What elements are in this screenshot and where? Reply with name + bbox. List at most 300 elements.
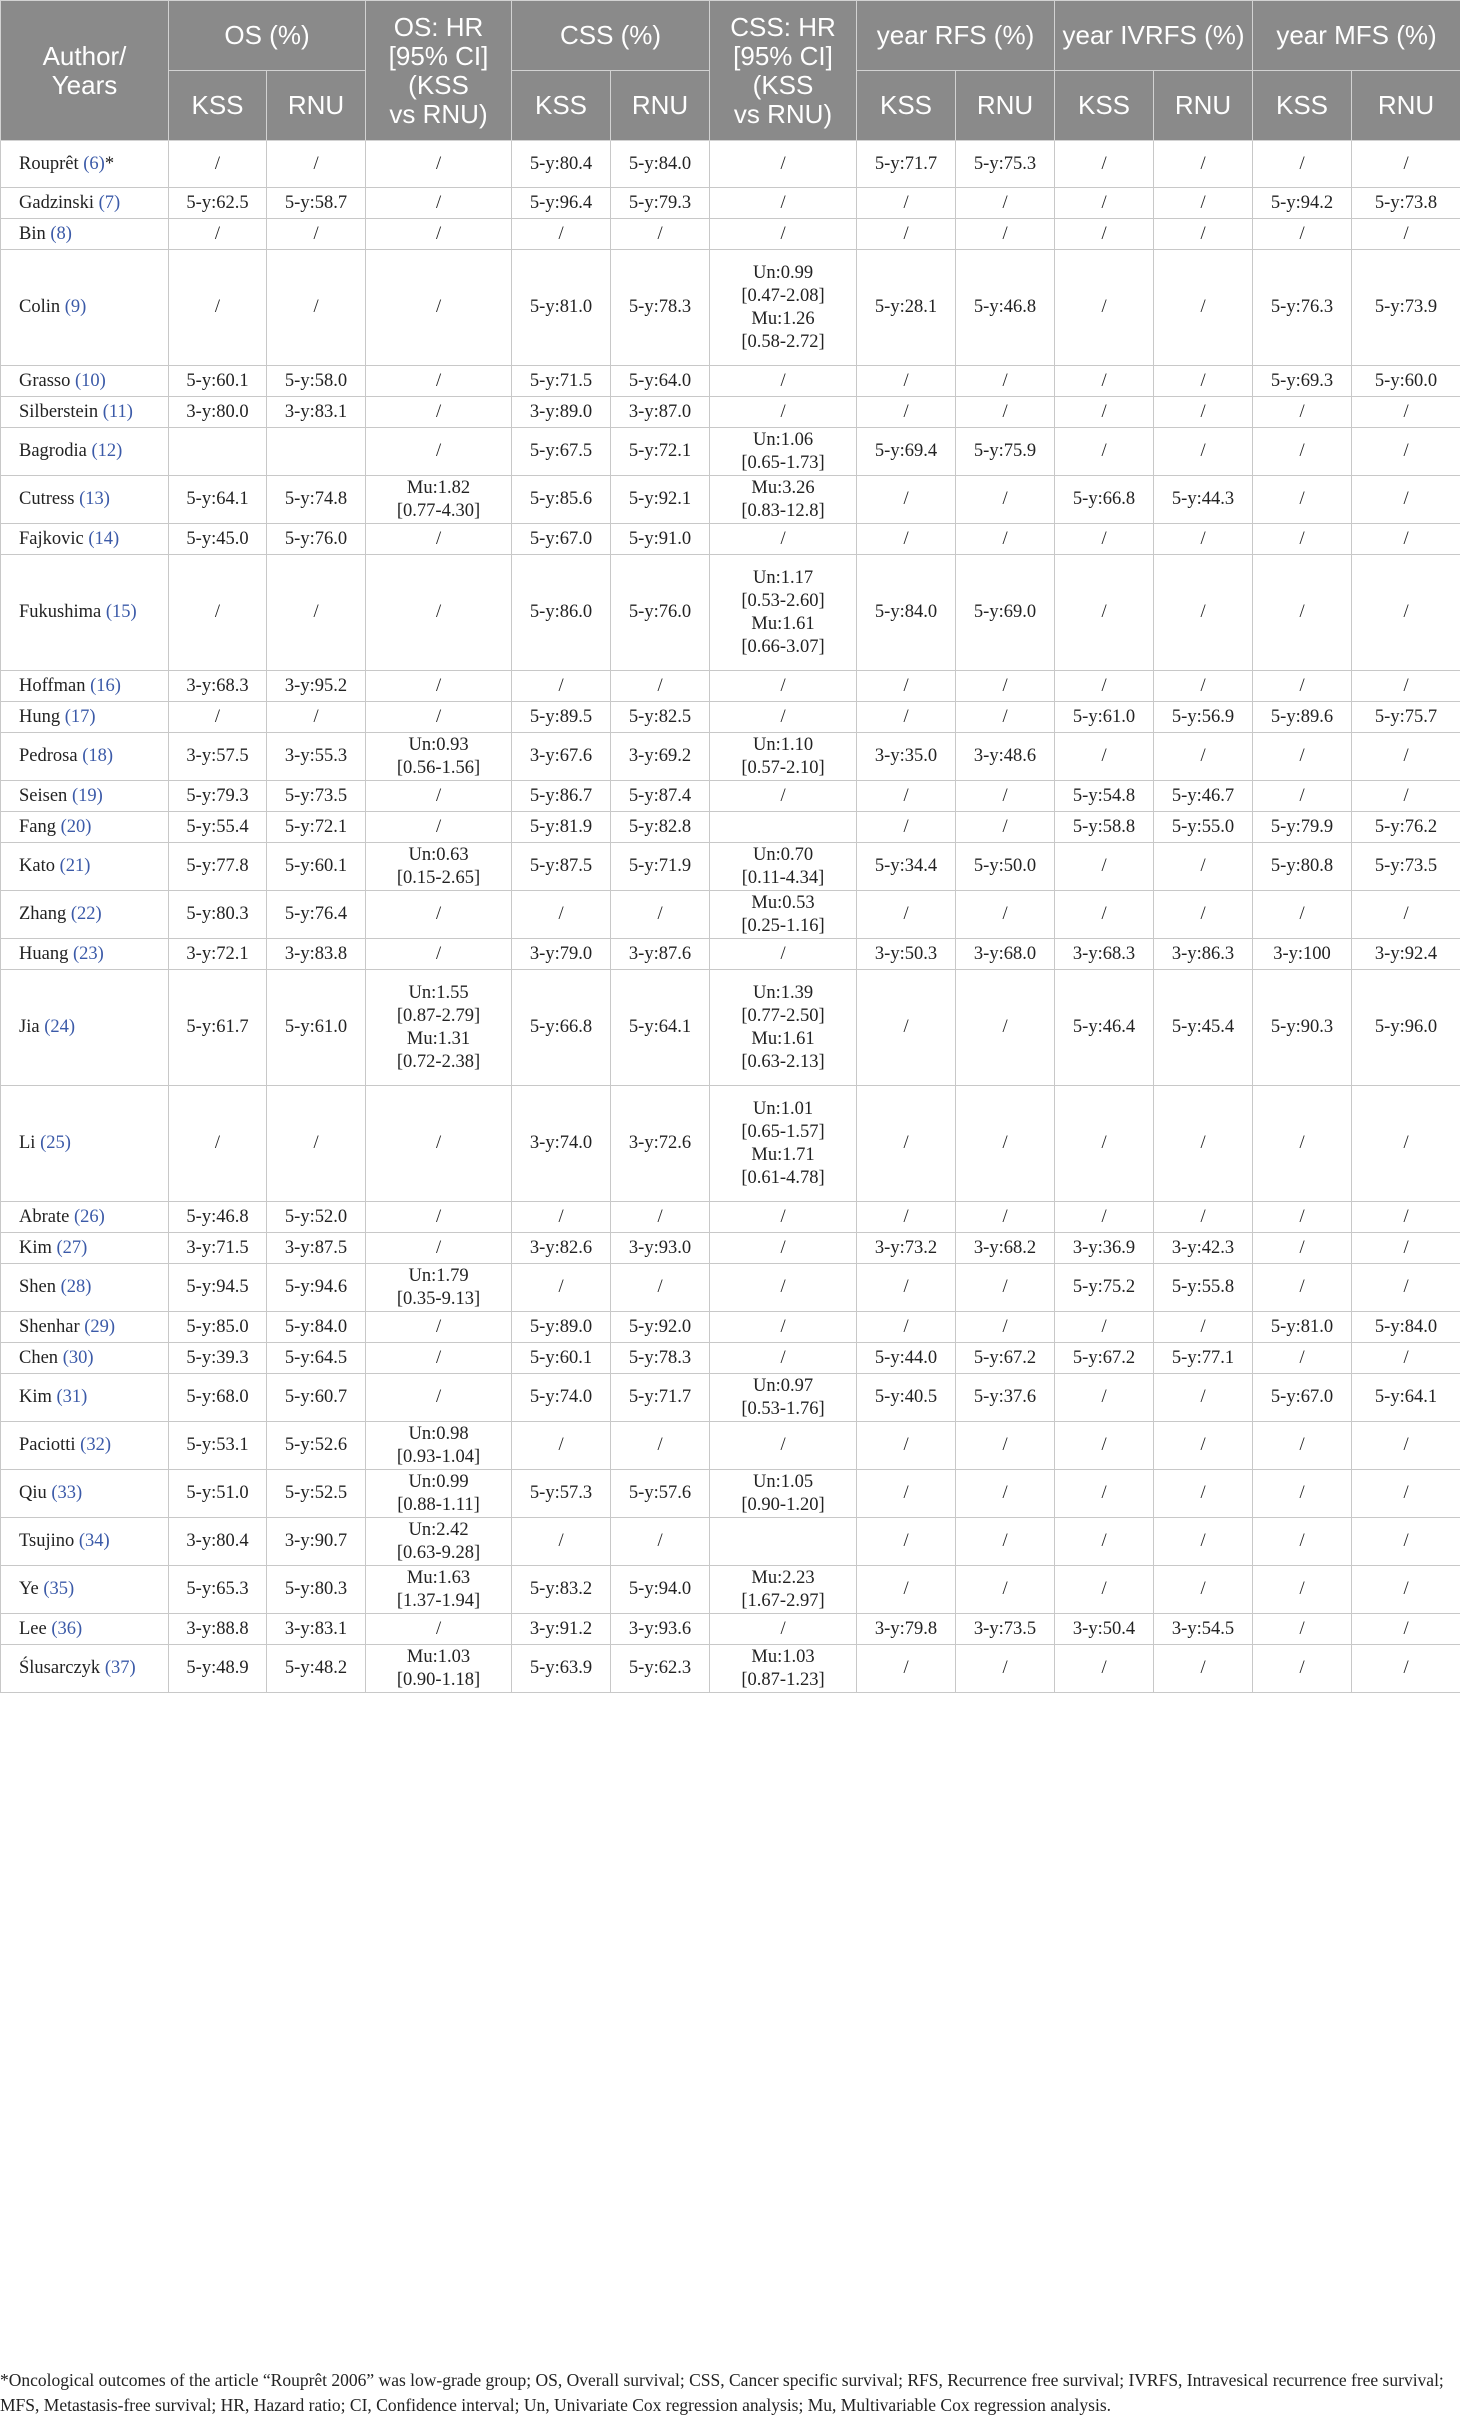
table-row: [1, 250, 1460, 366]
ivrfs-rnu-cell: 5-y:55.8: [1154, 1264, 1253, 1312]
css-kss-cell: 5-y:67.0: [512, 524, 611, 555]
ivrfs-kss-cell: /: [1055, 1566, 1154, 1614]
css-hr-cell: Un:1.06 [0.65-1.73]: [710, 428, 857, 476]
author-name: Ślusarczyk: [19, 1658, 101, 1678]
css-rnu-cell: 5-y:87.4: [611, 781, 710, 812]
ivrfs-rnu-cell: /: [1154, 397, 1253, 428]
rfs-kss-cell: 5-y:84.0: [857, 555, 956, 671]
css-rnu-cell: 5-y:71.9: [611, 843, 710, 891]
reference-link[interactable]: (13): [79, 489, 110, 509]
os-hr-cell: /: [366, 781, 512, 812]
reference-link[interactable]: (32): [80, 1435, 111, 1455]
css-hr-cell: Mu:2.23 [1.67-2.97]: [710, 1566, 857, 1614]
mfs-rnu-cell: 5-y:96.0: [1352, 970, 1460, 1086]
os-kss-cell: 5-y:61.7: [169, 970, 267, 1086]
mfs-kss-cell: 5-y:94.2: [1253, 188, 1352, 219]
mfs-kss-cell: /: [1253, 397, 1352, 428]
author-name: Shen: [19, 1277, 56, 1297]
ivrfs-rnu-header: RNU: [1154, 71, 1253, 141]
author-name: Hoffman: [19, 675, 86, 696]
rfs-rnu-cell: /: [956, 366, 1055, 397]
mfs-rnu-cell: 5-y:75.7: [1352, 702, 1460, 733]
reference-link[interactable]: (10): [75, 370, 106, 391]
rfs-kss-cell: /: [857, 891, 956, 939]
author-name: Rouprêt: [19, 153, 79, 174]
rfs-rnu-cell: 5-y:46.8: [956, 250, 1055, 366]
rfs-kss-cell: 3-y:73.2: [857, 1233, 956, 1264]
css-kss-cell: 5-y:81.0: [512, 250, 611, 366]
os-rnu-cell: 5-y:61.0: [267, 970, 366, 1086]
reference-link[interactable]: (14): [88, 528, 120, 549]
css-hr-cell: /: [710, 1264, 857, 1312]
author-cell: [1, 733, 169, 781]
css-kss-cell: 5-y:96.4: [512, 188, 611, 219]
mfs-kss-cell: /: [1253, 671, 1352, 702]
os-kss-cell: /: [169, 702, 267, 733]
author-cell: [1, 1470, 169, 1518]
ivrfs-kss-cell: 3-y:36.9: [1055, 1233, 1154, 1264]
reference-link[interactable]: (12): [91, 441, 123, 461]
os-hr-cell: /: [366, 939, 512, 970]
css-kss-cell: /: [512, 1264, 611, 1312]
mfs-rnu-cell: /: [1352, 428, 1460, 476]
rfs-rnu-cell: /: [956, 1566, 1055, 1614]
reference-link[interactable]: (19): [71, 785, 103, 806]
reference-link[interactable]: (16): [90, 675, 121, 696]
reference-link[interactable]: (27): [56, 1237, 88, 1258]
mfs-kss-cell: 5-y:79.9: [1253, 812, 1352, 843]
os-hr-cell: /: [366, 250, 512, 366]
rfs-rnu-cell: /: [956, 702, 1055, 733]
table-row: [1, 939, 1460, 970]
css-rnu-cell: 5-y:92.1: [611, 476, 710, 524]
reference-link[interactable]: (37): [104, 1658, 136, 1678]
css-hr-cell: /: [710, 1312, 857, 1343]
css-hr-cell: Mu:3.26 [0.83-12.8]: [710, 476, 857, 524]
reference-link[interactable]: (30): [62, 1347, 94, 1368]
reference-link[interactable]: (31): [56, 1387, 88, 1407]
rfs-rnu-cell: 5-y:75.3: [956, 141, 1055, 188]
os-hr-cell: /: [366, 366, 512, 397]
ivrfs-rnu-cell: /: [1154, 366, 1253, 397]
css-rnu-cell: 5-y:76.0: [611, 555, 710, 671]
rfs-rnu-cell: 3-y:68.0: [956, 939, 1055, 970]
mfs-kss-cell: 5-y:89.6: [1253, 702, 1352, 733]
css-kss-cell: 5-y:74.0: [512, 1374, 611, 1422]
author-cell: [1, 1312, 169, 1343]
ivrfs-kss-cell: /: [1055, 188, 1154, 219]
reference-link[interactable]: (35): [43, 1579, 75, 1599]
author-name: Fajkovic: [19, 528, 84, 549]
rfs-kss-cell: /: [857, 1470, 956, 1518]
os-rnu-cell: 3-y:90.7: [267, 1518, 366, 1566]
mfs-kss-cell: /: [1253, 1518, 1352, 1566]
author-name: Bagrodia: [19, 441, 87, 461]
mfs-rnu-cell: /: [1352, 476, 1460, 524]
css-hr-cell: /: [710, 1233, 857, 1264]
css-rnu-cell: /: [611, 1264, 710, 1312]
table-row: [1, 555, 1460, 671]
reference-link[interactable]: (11): [102, 401, 133, 422]
os-hr-cell: Mu:1.63 [1.37-1.94]: [366, 1566, 512, 1614]
mfs-header: year MFS (%): [1253, 1, 1460, 71]
ivrfs-rnu-cell: /: [1154, 671, 1253, 702]
os-hr-cell: /: [366, 524, 512, 555]
reference-link[interactable]: (20): [60, 816, 92, 837]
css-rnu-cell: 3-y:72.6: [611, 1086, 710, 1202]
footnote-marker: *: [104, 153, 115, 174]
css-rnu-cell: 5-y:94.0: [611, 1566, 710, 1614]
os-kss-header: KSS: [169, 71, 267, 141]
css-rnu-cell: 5-y:64.0: [611, 366, 710, 397]
ivrfs-kss-cell: /: [1055, 1202, 1154, 1233]
reference-link[interactable]: (22): [70, 904, 102, 924]
mfs-rnu-cell: /: [1352, 1518, 1460, 1566]
mfs-kss-cell: 5-y:69.3: [1253, 366, 1352, 397]
css-hr-cell: Un:1.17 [0.53-2.60] Mu:1.61 [0.66-3.07]: [710, 555, 857, 671]
ivrfs-kss-cell: /: [1055, 1422, 1154, 1470]
rfs-kss-cell: 5-y:71.7: [857, 141, 956, 188]
ivrfs-kss-cell: 5-y:58.8: [1055, 812, 1154, 843]
os-hr-cell: Un:2.42 [0.63-9.28]: [366, 1518, 512, 1566]
ivrfs-rnu-cell: /: [1154, 1470, 1253, 1518]
os-kss-cell: 3-y:72.1: [169, 939, 267, 970]
reference-link[interactable]: (17): [64, 706, 96, 727]
header-row-top: [1, 1, 1460, 71]
author-name: Tsujino: [19, 1531, 75, 1551]
mfs-rnu-cell: /: [1352, 733, 1460, 781]
author-name: Grasso: [19, 370, 71, 391]
css-rnu-cell: 3-y:87.0: [611, 397, 710, 428]
mfs-kss-cell: /: [1253, 1645, 1352, 1693]
mfs-kss-cell: /: [1253, 1202, 1352, 1233]
author-cell: [1, 1233, 169, 1264]
rfs-kss-cell: /: [857, 1086, 956, 1202]
ivrfs-kss-cell: /: [1055, 1086, 1154, 1202]
css-kss-cell: 5-y:71.5: [512, 366, 611, 397]
table-row: [1, 1422, 1460, 1470]
os-hr-cell: /: [366, 141, 512, 188]
ivrfs-rnu-cell: /: [1154, 219, 1253, 250]
ivrfs-kss-cell: /: [1055, 219, 1154, 250]
css-kss-cell: 5-y:63.9: [512, 1645, 611, 1693]
rfs-rnu-cell: /: [956, 219, 1055, 250]
table-row: [1, 1312, 1460, 1343]
table-row: [1, 1233, 1460, 1264]
rfs-kss-cell: /: [857, 671, 956, 702]
reference-link[interactable]: (9): [64, 297, 87, 317]
css-rnu-cell: /: [611, 891, 710, 939]
ivrfs-rnu-cell: /: [1154, 843, 1253, 891]
ivrfs-kss-cell: /: [1055, 843, 1154, 891]
mfs-rnu-cell: 5-y:76.2: [1352, 812, 1460, 843]
ivrfs-kss-cell: /: [1055, 524, 1154, 555]
ivrfs-rnu-cell: 5-y:55.0: [1154, 812, 1253, 843]
mfs-kss-cell: 5-y:67.0: [1253, 1374, 1352, 1422]
rfs-rnu-cell: 3-y:73.5: [956, 1614, 1055, 1645]
css-rnu-cell: 5-y:78.3: [611, 1343, 710, 1374]
mfs-rnu-cell: /: [1352, 397, 1460, 428]
rfs-rnu-cell: /: [956, 891, 1055, 939]
author-cell: [1, 188, 169, 219]
ivrfs-kss-cell: /: [1055, 555, 1154, 671]
author-cell: [1, 843, 169, 891]
css-rnu-cell: 5-y:79.3: [611, 188, 710, 219]
css-rnu-cell: 3-y:93.0: [611, 1233, 710, 1264]
reference-link[interactable]: (29): [84, 1316, 116, 1337]
os-rnu-cell: 5-y:48.2: [267, 1645, 366, 1693]
css-hr-cell: Un:1.01 [0.65-1.57] Mu:1.71 [0.61-4.78]: [710, 1086, 857, 1202]
table-row: [1, 781, 1460, 812]
mfs-kss-cell: 5-y:90.3: [1253, 970, 1352, 1086]
rfs-rnu-header: RNU: [956, 71, 1055, 141]
os-rnu-cell: /: [267, 702, 366, 733]
ivrfs-rnu-cell: /: [1154, 1374, 1253, 1422]
rfs-kss-cell: /: [857, 702, 956, 733]
author-name: Silberstein: [19, 401, 99, 422]
reference-link[interactable]: (21): [59, 856, 91, 876]
table-row: [1, 970, 1460, 1086]
os-rnu-cell: 5-y:52.6: [267, 1422, 366, 1470]
author-cell: [1, 476, 169, 524]
css-hr-header: CSS: HR [95% CI] (KSS vs RNU): [710, 1, 857, 141]
css-hr-cell: Un:0.97 [0.53-1.76]: [710, 1374, 857, 1422]
os-hr-cell: Un:0.93 [0.56-1.56]: [366, 733, 512, 781]
ivrfs-kss-cell: /: [1055, 428, 1154, 476]
table-row: [1, 733, 1460, 781]
ivrfs-kss-cell: /: [1055, 891, 1154, 939]
ivrfs-kss-cell: 5-y:67.2: [1055, 1343, 1154, 1374]
mfs-kss-cell: /: [1253, 555, 1352, 671]
table-row: [1, 1202, 1460, 1233]
mfs-kss-cell: /: [1253, 476, 1352, 524]
ivrfs-kss-cell: 3-y:68.3: [1055, 939, 1154, 970]
css-rnu-cell: 5-y:91.0: [611, 524, 710, 555]
os-rnu-cell: 5-y:58.0: [267, 366, 366, 397]
ivrfs-kss-cell: 3-y:50.4: [1055, 1614, 1154, 1645]
author-name: Kato: [19, 856, 55, 876]
css-kss-cell: 5-y:85.6: [512, 476, 611, 524]
rfs-rnu-cell: 5-y:69.0: [956, 555, 1055, 671]
css-rnu-cell: 5-y:71.7: [611, 1374, 710, 1422]
os-hr-header: OS: HR [95% CI] (KSS vs RNU): [366, 1, 512, 141]
author-name: Kim: [19, 1237, 52, 1258]
reference-link[interactable]: (6): [83, 153, 105, 174]
css-kss-cell: 5-y:66.8: [512, 970, 611, 1086]
mfs-rnu-cell: 5-y:73.9: [1352, 250, 1460, 366]
os-kss-cell: 3-y:57.5: [169, 733, 267, 781]
os-hr-cell: /: [366, 1233, 512, 1264]
css-hr-cell: /: [710, 1614, 857, 1645]
rfs-kss-cell: /: [857, 219, 956, 250]
author-name: Chen: [19, 1347, 59, 1368]
css-kss-cell: 5-y:86.7: [512, 781, 611, 812]
os-kss-cell: 5-y:77.8: [169, 843, 267, 891]
rfs-kss-cell: /: [857, 366, 956, 397]
table-row: [1, 141, 1460, 188]
ivrfs-rnu-cell: /: [1154, 891, 1253, 939]
mfs-kss-cell: /: [1253, 428, 1352, 476]
table-row: [1, 843, 1460, 891]
os-rnu-cell: [267, 428, 366, 476]
mfs-kss-cell: /: [1253, 1233, 1352, 1264]
ivrfs-kss-header: KSS: [1055, 71, 1154, 141]
css-hr-cell: /: [710, 219, 857, 250]
reference-link[interactable]: (24): [44, 1017, 76, 1037]
mfs-rnu-header: RNU: [1352, 71, 1460, 141]
css-rnu-cell: 5-y:57.6: [611, 1470, 710, 1518]
css-hr-cell: /: [710, 366, 857, 397]
css-rnu-cell: 5-y:78.3: [611, 250, 710, 366]
mfs-rnu-cell: /: [1352, 524, 1460, 555]
ivrfs-kss-cell: /: [1055, 1470, 1154, 1518]
author-cell: [1, 1343, 169, 1374]
css-kss-cell: 3-y:91.2: [512, 1614, 611, 1645]
css-hr-cell: /: [710, 939, 857, 970]
mfs-kss-cell: /: [1253, 781, 1352, 812]
ivrfs-rnu-cell: 5-y:46.7: [1154, 781, 1253, 812]
os-rnu-cell: 5-y:73.5: [267, 781, 366, 812]
os-rnu-cell: 3-y:95.2: [267, 671, 366, 702]
rfs-rnu-cell: /: [956, 1312, 1055, 1343]
os-rnu-cell: 3-y:55.3: [267, 733, 366, 781]
author-name: Paciotti: [19, 1435, 76, 1455]
author-cell: [1, 219, 169, 250]
os-header: OS (%): [169, 1, 366, 71]
ivrfs-kss-cell: 5-y:46.4: [1055, 970, 1154, 1086]
rfs-rnu-cell: 3-y:48.6: [956, 733, 1055, 781]
mfs-rnu-cell: /: [1352, 1645, 1460, 1693]
rfs-rnu-cell: /: [956, 1645, 1055, 1693]
author-cell: [1, 891, 169, 939]
rfs-rnu-cell: 5-y:67.2: [956, 1343, 1055, 1374]
rfs-rnu-cell: 5-y:37.6: [956, 1374, 1055, 1422]
author-cell: [1, 366, 169, 397]
mfs-rnu-cell: /: [1352, 1202, 1460, 1233]
table-row: [1, 1343, 1460, 1374]
reference-link[interactable]: (28): [60, 1277, 92, 1297]
mfs-rnu-cell: /: [1352, 1614, 1460, 1645]
reference-link[interactable]: (34): [78, 1531, 110, 1551]
table-row: [1, 891, 1460, 939]
os-kss-cell: [169, 428, 267, 476]
reference-link[interactable]: (18): [82, 746, 114, 766]
css-kss-cell: 5-y:87.5: [512, 843, 611, 891]
os-kss-cell: 5-y:68.0: [169, 1374, 267, 1422]
mfs-rnu-cell: 3-y:92.4: [1352, 939, 1460, 970]
css-kss-cell: 3-y:79.0: [512, 939, 611, 970]
os-rnu-cell: 3-y:83.1: [267, 1614, 366, 1645]
rfs-kss-cell: /: [857, 970, 956, 1086]
mfs-rnu-cell: /: [1352, 1422, 1460, 1470]
css-hr-cell: Un:1.39 [0.77-2.50] Mu:1.61 [0.63-2.13]: [710, 970, 857, 1086]
reference-link[interactable]: (7): [98, 192, 121, 213]
reference-link[interactable]: (36): [51, 1618, 83, 1639]
ivrfs-rnu-cell: 3-y:42.3: [1154, 1233, 1253, 1264]
os-kss-cell: /: [169, 555, 267, 671]
reference-link[interactable]: (23): [72, 943, 104, 964]
os-kss-cell: 5-y:45.0: [169, 524, 267, 555]
os-kss-cell: 3-y:71.5: [169, 1233, 267, 1264]
table-row: [1, 219, 1460, 250]
css-rnu-cell: 5-y:82.5: [611, 702, 710, 733]
os-kss-cell: /: [169, 1086, 267, 1202]
os-hr-cell: /: [366, 1312, 512, 1343]
rfs-rnu-cell: 5-y:75.9: [956, 428, 1055, 476]
table-row: [1, 366, 1460, 397]
reference-link[interactable]: (8): [50, 223, 72, 244]
rfs-kss-cell: /: [857, 1518, 956, 1566]
css-rnu-cell: 3-y:87.6: [611, 939, 710, 970]
author-cell: [1, 1566, 169, 1614]
rfs-kss-cell: 5-y:28.1: [857, 250, 956, 366]
os-rnu-cell: 3-y:83.8: [267, 939, 366, 970]
ivrfs-kss-cell: 5-y:54.8: [1055, 781, 1154, 812]
mfs-kss-cell: /: [1253, 733, 1352, 781]
mfs-kss-cell: /: [1253, 219, 1352, 250]
os-hr-cell: /: [366, 555, 512, 671]
rfs-kss-cell: /: [857, 476, 956, 524]
ivrfs-kss-cell: /: [1055, 141, 1154, 188]
reference-link[interactable]: (15): [105, 602, 137, 622]
reference-link[interactable]: (26): [73, 1206, 105, 1227]
mfs-kss-cell: 3-y:100: [1253, 939, 1352, 970]
ivrfs-rnu-cell: /: [1154, 1518, 1253, 1566]
rfs-rnu-cell: /: [956, 671, 1055, 702]
ivrfs-rnu-cell: /: [1154, 1566, 1253, 1614]
mfs-kss-cell: /: [1253, 1470, 1352, 1518]
os-hr-cell: /: [366, 188, 512, 219]
os-kss-cell: 3-y:80.0: [169, 397, 267, 428]
os-kss-cell: 5-y:60.1: [169, 366, 267, 397]
os-rnu-cell: 5-y:52.0: [267, 1202, 366, 1233]
author-name: Fukushima: [19, 602, 102, 622]
css-rnu-cell: /: [611, 219, 710, 250]
reference-link[interactable]: (25): [40, 1133, 71, 1153]
os-hr-cell: Mu:1.03 [0.90-1.18]: [366, 1645, 512, 1693]
os-hr-cell: /: [366, 1614, 512, 1645]
rfs-header: year RFS (%): [857, 1, 1055, 71]
os-hr-cell: Un:1.55 [0.87-2.79] Mu:1.31 [0.72-2.38]: [366, 970, 512, 1086]
reference-link[interactable]: (33): [51, 1483, 83, 1503]
css-hr-cell: /: [710, 1422, 857, 1470]
rfs-kss-cell: 5-y:34.4: [857, 843, 956, 891]
rfs-rnu-cell: /: [956, 1470, 1055, 1518]
rfs-rnu-cell: /: [956, 397, 1055, 428]
author-cell: [1, 1202, 169, 1233]
ivrfs-kss-cell: /: [1055, 366, 1154, 397]
rfs-kss-cell: 5-y:69.4: [857, 428, 956, 476]
ivrfs-kss-cell: /: [1055, 1518, 1154, 1566]
rfs-rnu-cell: /: [956, 1264, 1055, 1312]
css-kss-header: KSS: [512, 71, 611, 141]
author-name: Hung: [19, 706, 61, 727]
os-kss-cell: 5-y:46.8: [169, 1202, 267, 1233]
rfs-rnu-cell: /: [956, 812, 1055, 843]
os-hr-cell: /: [366, 428, 512, 476]
os-kss-cell: 3-y:68.3: [169, 671, 267, 702]
mfs-rnu-cell: /: [1352, 1233, 1460, 1264]
css-hr-cell: /: [710, 1343, 857, 1374]
os-rnu-cell: 5-y:64.5: [267, 1343, 366, 1374]
os-hr-cell: /: [366, 1202, 512, 1233]
mfs-kss-cell: /: [1253, 1264, 1352, 1312]
os-kss-cell: 5-y:62.5: [169, 188, 267, 219]
css-kss-cell: 5-y:83.2: [512, 1566, 611, 1614]
rfs-rnu-cell: /: [956, 970, 1055, 1086]
css-kss-cell: /: [512, 1202, 611, 1233]
mfs-rnu-cell: /: [1352, 1566, 1460, 1614]
